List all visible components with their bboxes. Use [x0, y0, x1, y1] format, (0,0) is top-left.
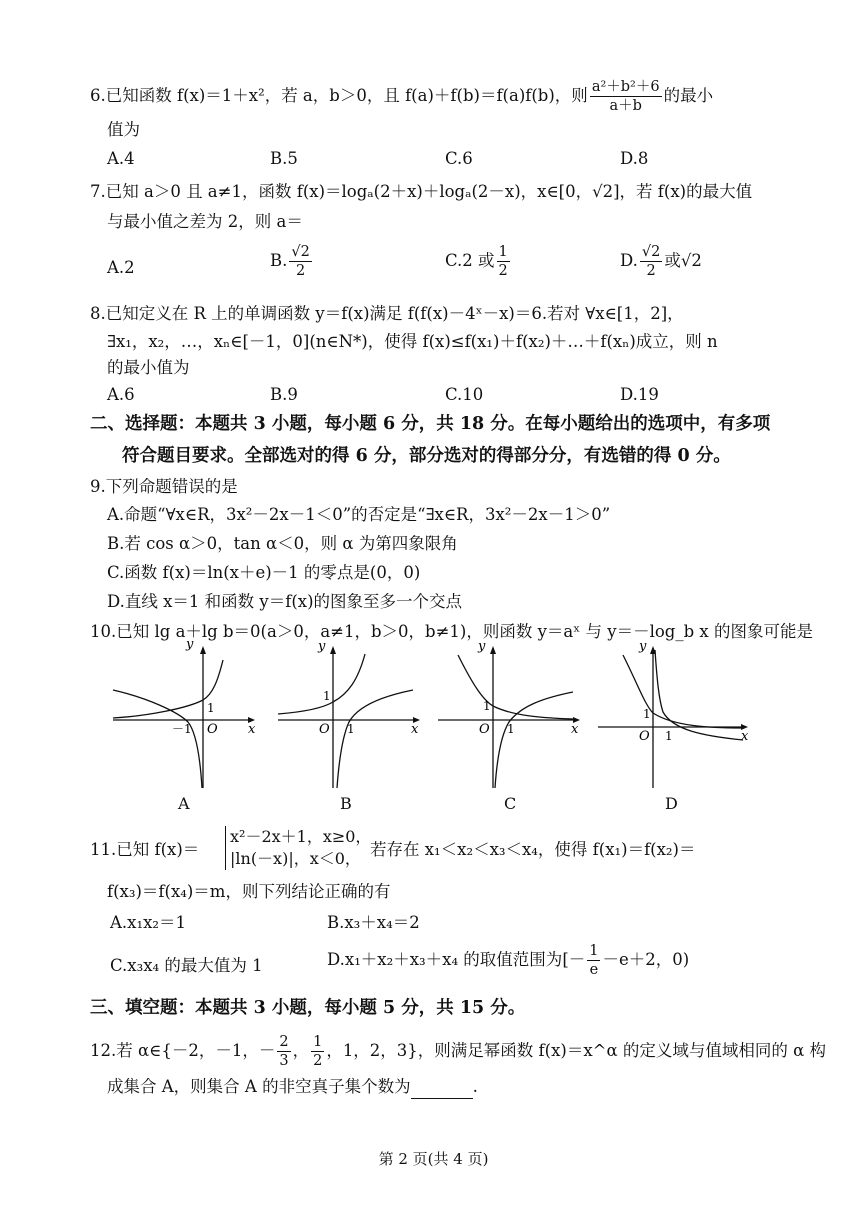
q7-line1: 7.已知 a＞0 且 a≠1，函数 f(x)＝logₐ(2＋x)＋logₐ(2－x)，x∈[0，√2]，若 f(x)的最大值	[90, 182, 753, 201]
q12-line2-text: 成集合 A，则集合 A 的非空真子集个数为	[107, 1077, 411, 1096]
q8-option-c: C.10	[445, 385, 484, 404]
q11-line2: f(x₃)＝f(x₄)＝m，则下列结论正确的有	[107, 882, 391, 901]
q7-option-a: A.2	[107, 258, 135, 277]
q10-graphs	[108, 640, 768, 830]
q6-stem-end: 的最小	[663, 86, 714, 105]
q11-option-d-label: D.x₁＋x₂＋x₃＋x₄ 的取值范围为	[327, 950, 563, 969]
q10-c-x-label: x	[571, 722, 579, 737]
q7-option-d-den: 2	[646, 263, 656, 279]
q7-option-c-num: 1	[498, 244, 508, 260]
q12-answer-blank[interactable]	[411, 1098, 473, 1099]
q10-a-origin: O	[207, 722, 218, 737]
q6-option-c: C.6	[445, 149, 473, 168]
q10-b-y-label: y	[318, 640, 326, 654]
q11-prefix: 11.已知 f(x)＝	[90, 840, 200, 859]
q6-frac-num: a²＋b²＋6	[591, 79, 660, 95]
q7-option-c-den: 2	[498, 263, 508, 279]
q7-option-b-label: B.	[270, 251, 288, 270]
q12-line1	[90, 1033, 826, 1070]
q10-a-tick-neg-one: －1	[172, 722, 192, 736]
q9-stem: 9.下列命题错误的是	[90, 477, 238, 496]
q10-stem: 10.已知 lg a＋lg b＝0(a＞0，a≠1，b＞0，b≠1)，则函数 y＝aˣ 与 y＝－log_b x 的图象可能是	[90, 622, 813, 641]
q11-case2: |ln(－x)|，x＜0，	[230, 849, 361, 868]
q6-stem-text: 6.已知函数 f(x)＝1＋x²，若 a，b＞0，且 f(a)＋f(b)＝f(a)f(b)，则	[90, 86, 588, 105]
q8-option-a: A.6	[107, 385, 135, 404]
q10-b-tick-one-x: 1	[347, 722, 355, 736]
q12-frac2-num: 1	[313, 1034, 323, 1050]
q12-suffix: ，1，2，3}，则满足幂函数 f(x)＝x^α 的定义域与值域相同的 α 构	[326, 1041, 826, 1060]
q10-c-origin: O	[479, 722, 490, 737]
q6-option-d: D.8	[620, 149, 649, 168]
q11-suffix: 若存在 x₁＜x₂＜x₃＜x₄，使得 f(x₁)＝f(x₂)＝	[370, 840, 696, 859]
q12-frac1-den: 3	[279, 1053, 289, 1069]
q11-option-c: C.x₃x₄ 的最大值为 1	[110, 956, 263, 975]
q10-label-b: B	[340, 794, 352, 813]
page-footer: 第 2 页(共 4 页)	[378, 1150, 489, 1168]
q10-c-tick-one-y: 1	[483, 699, 491, 713]
q10-c-tick-one-x: 1	[507, 722, 515, 736]
q10-graph-b	[273, 640, 423, 790]
q7-option-b-num: √2	[291, 244, 310, 260]
q11-piecewise	[225, 826, 371, 870]
q12-frac2-den: 2	[313, 1053, 323, 1069]
q8-line2: ∃x₁，x₂，…，xₙ∈[－1，0](n∈N*)，使得 f(x)≤f(x₁)＋f(x₂)＋…＋f(xₙ)成立，则 n	[107, 332, 718, 351]
q9-option-d: D.直线 x＝1 和函数 y＝f(x)的图象至多一个交点	[107, 592, 463, 611]
q9-option-a: A.命题“∀x∈R，3x²－2x－1＜0”的否定是“∃x∈R，3x²－2x－1＞0”	[107, 505, 611, 524]
q6-option-a: A.4	[107, 149, 135, 168]
q6-frac-den: a＋b	[609, 98, 642, 114]
q7-option-d-label: D.	[620, 251, 638, 270]
q7-line2: 与最小值之差为 2，则 a＝	[107, 212, 303, 231]
q6-fraction	[590, 78, 662, 115]
q10-graph-d	[593, 640, 753, 790]
q10-graph-a	[108, 640, 258, 790]
q10-d-x-label: x	[741, 729, 749, 744]
q11-option-d-close: －e＋2，0)	[602, 950, 690, 969]
q6-stem	[90, 78, 713, 115]
q6-option-b: B.5	[270, 149, 298, 168]
q10-graph-c	[433, 640, 583, 790]
q11-option-d-open: [－	[562, 950, 586, 969]
q10-label-c: C	[504, 794, 517, 813]
q12-frac1-num: 2	[279, 1034, 289, 1050]
section2-heading: 二、选择题：本题共 3 小题，每小题 6 分，共 18 分。在每小题给出的选项中，有多项	[90, 414, 771, 434]
q8-option-d: D.19	[620, 385, 659, 404]
q12-line2	[107, 1075, 478, 1099]
q7-option-d-suffix: 或√2	[664, 251, 702, 270]
q7-option-d	[620, 243, 702, 280]
q10-a-x-label: x	[248, 722, 256, 737]
q11-option-d	[327, 942, 689, 979]
q11-option-d-den: e	[589, 962, 599, 978]
q7-option-b	[270, 243, 314, 280]
q10-a-y-label: y	[186, 640, 194, 652]
section2-heading-line2: 符合题目要求。全部选对的得 6 分，部分选对的得部分分，有选错的得 0 分。	[122, 446, 731, 466]
q11-option-d-num: 1	[589, 943, 599, 959]
q12-mid: ，	[292, 1041, 310, 1060]
q10-d-tick-one-x: 1	[665, 729, 673, 743]
q11-option-a: A.x₁x₂＝1	[110, 913, 186, 932]
q12-end: .	[472, 1077, 478, 1096]
q8-line1: 8.已知定义在 R 上的单调函数 y＝f(x)满足 f(f(x)－4ˣ－x)＝6.若对 ∀x∈[1，2]，	[90, 304, 684, 323]
q10-label-a: A	[178, 794, 190, 813]
q10-b-tick-one-y: 1	[323, 689, 331, 703]
q10-a-tick-one: 1	[207, 701, 215, 715]
q11-option-b: B.x₃＋x₄＝2	[327, 913, 420, 932]
section3-heading: 三、填空题：本题共 3 小题，每小题 5 分，共 15 分。	[90, 998, 526, 1018]
q7-option-d-num: √2	[641, 244, 661, 260]
q9-option-c: C.函数 f(x)＝ln(x＋e)－1 的零点是(0，0)	[107, 563, 421, 582]
q10-d-origin: O	[639, 729, 650, 744]
q10-b-origin: O	[319, 722, 330, 737]
q10-label-d: D	[665, 794, 678, 813]
q9-option-b: B.若 cos α＞0，tan α＜0，则 α 为第四象限角	[107, 534, 458, 553]
q6-stem-line2: 值为	[107, 120, 140, 139]
q10-d-tick-one-y: 1	[643, 707, 651, 721]
q10-d-y-label: y	[639, 640, 647, 654]
q10-b-x-label: x	[411, 722, 419, 737]
q7-option-c-label: C.2 或	[445, 251, 495, 270]
q11-case1: x²－2x＋1，x≥0，	[230, 827, 372, 846]
q7-option-b-den: 2	[295, 263, 306, 279]
q12-prefix: 12.若 α∈{－2，－1，－	[90, 1041, 276, 1060]
q10-c-y-label: y	[478, 640, 486, 654]
q8-line3: 的最小值为	[107, 358, 190, 377]
q8-option-b: B.9	[270, 385, 298, 404]
q7-option-c	[445, 243, 512, 280]
